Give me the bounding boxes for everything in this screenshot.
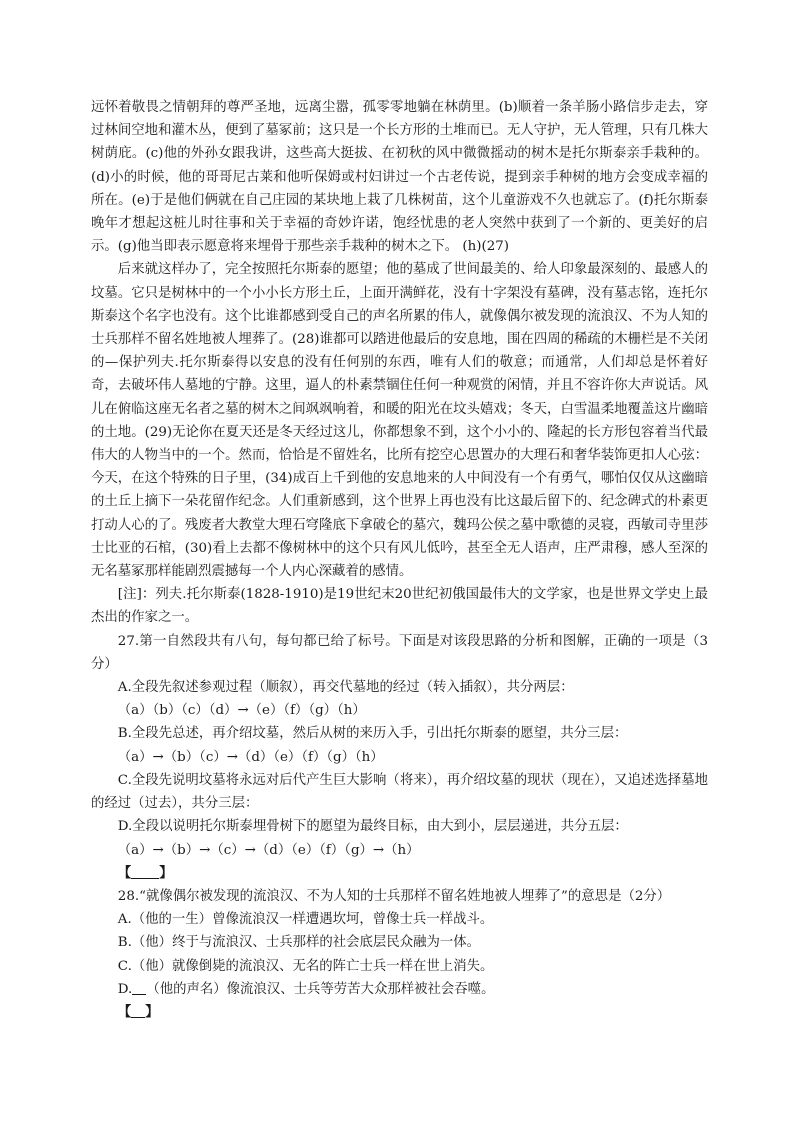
question-28-answer-bracket[interactable] (91, 1001, 708, 1024)
passage-paragraph-1: 远怀着敬畏之情朝拜的尊严圣地，远离尘嚣，孤零零地躺在林荫里。(b)顺着一条羊肠小路信步走去，穿过林间空地和灌木丛，便到了墓冢前；这只是一个长方形的土堆而已。无人守护，无人管理，只有几株大树荫庇。(c)他的外孙女跟我讲，这些高大挺拔、在初秋的风中微微摇动的树木是托尔斯泰亲手栽种的。(d)小的时候，他的哥哥尼古莱和他听保姆或村妇讲过一个古老传说，提到亲手种树的地方会变成幸福的所在。(e)于是他们俩就在自己庄园的某块地上栽了几株树苗，这个儿童游戏不久也就忘了。(f)托尔斯泰晚年才想起这桩儿时往事和关于幸福的奇妙许诺，饱经忧患的老人突然中获到了一个新的、更美好的启示。(g)他当即表示愿意将来埋骨于那些亲手栽种的树木之下。 (h)(27) (91, 100, 708, 255)
question-28-option-c: C.（他）就像倒毙的流浪汉、无名的阵亡士兵一样在世上消失。 (117, 958, 494, 974)
question-27-option-d-sequence: （a）→（b）→（c）→（d）（e）（f）（g）→（h） (117, 842, 420, 858)
footnote: [注]：列夫.托尔斯泰(1828-1910)是19世纪末20世纪初俄国最伟大的文学家，也是世界文学史上最杰出的作家之一。 (91, 587, 708, 626)
exam-page (91, 96, 708, 1024)
answer-open-bracket: 【 (117, 1003, 132, 1020)
answer-blank[interactable] (131, 1003, 145, 1018)
question-27-answer-bracket[interactable] (91, 862, 708, 885)
question-27-option-d: D.全段以说明托尔斯泰埋骨树下的愿望为最终目标，由大到小，层层递进，共分五层： (117, 819, 628, 835)
option-d-prefix: D. (117, 981, 133, 997)
question-28-option-a: A.（他的一生）曾像流浪汉一样遭遇坎坷，曾像士兵一样战斗。 (117, 912, 494, 928)
question-27 (91, 630, 708, 885)
question-27-option-b-sequence: （a）→（b）（c）→（d）（e）（f）（g）（h） (117, 749, 384, 765)
question-27-option-b: B.全段先总述，再介绍坟墓，然后从树的来历入手，引出托尔斯泰的愿望，共分三层： (117, 726, 628, 742)
question-28 (91, 885, 708, 1024)
option-d-text: （他的声名）像流浪汉、士兵等劳苦大众那样被社会吞噬。 (146, 981, 495, 997)
question-27-option-c: C.全段先说明坟墓将永远对后代产生巨大影响（将来），再介绍坟墓的现状（现在），又追述选择墓地的经过（过去），共分三层： (91, 772, 708, 812)
option-d-blank (132, 980, 146, 995)
question-28-option-d (91, 978, 708, 1001)
question-28-option-b: B.（他）终于与流浪汉、士兵那样的社会底层民众融为一体。 (117, 935, 481, 951)
question-27-option-a: A.全段先叙述参观过程（顺叙），再交代墓地的经过（转入插叙），共分两层： (117, 680, 574, 696)
answer-open-bracket: 【 (117, 864, 132, 881)
question-28-stem: 28.“就像偶尔被发现的流浪汉、不为人知的士兵那样不留名姓地被人埋葬了”的意思是（2分） (117, 888, 671, 904)
answer-close-bracket: 】 (145, 1003, 159, 1020)
answer-close-bracket: 】 (159, 864, 173, 881)
answer-blank[interactable] (131, 864, 159, 879)
question-27-stem: 27.第一自然段共有八句，每句都已给了标号。下面是对该段思路的分析和图解，正确的一项是（3分） (91, 633, 708, 672)
passage-paragraph-2: 后来就这样办了，完全按照托尔斯泰的愿望；他的墓成了世间最美的、给人印象最深刻的、最感人的坟墓。它只是树林中的一个小小长方形土丘，上面开满鲜花，没有十字架没有墓碑，没有墓志铭，连托尔斯泰这个名字也没有。这个比谁都感到受自己的声名所累的伟人，就像偶尔被发现的流浪汉、不为人知的士兵那样不留名姓地被人埋葬了。(28)谁都可以踏进他最后的安息地，围在四周的稀疏的木栅栏是不关闭的—保护列夫.托尔斯泰得以安息的没有任何别的东西，唯有人们的敬意；而通常，人们却总是怀着好奇，去破坏伟人墓地的宁静。这里，逼人的朴素禁锢住任何一种观赏的闲情，并且不容许你大声说话。风儿在俯临这座无名者之墓的树木之间飒飒响着，和暖的阳光在坟头嬉戏；冬天，白雪温柔地覆盖这片幽暗的土地。(29)无论你在夏天还是冬天经过这儿，你都想象不到，这个小小的、隆起的长方形包容着当代最伟大的人物当中的一个。然而，恰恰是不留姓名，比所有挖空心思置办的大理石和奢华装饰更扣人心弦：今天，在这个特殊的日子里，(34)成百上千到他的安息地来的人中间没有一个有勇气，哪怕仅仅从这幽暗的土丘上摘下一朵花留作纪念。人们重新感到，这个世界上再也没有比这最后留下的、纪念碑式的朴素更打动人心的了。残废者大教堂大理石穹隆底下拿破仑的墓穴，魏玛公侯之墓中歌德的灵寝，西敏司寺里莎士比亚的石棺，(30)看上去都不像树林中的这个只有风儿低吟，甚至全无人语声，庄严肃穆，感人至深的无名墓冢那样能剧烈震撼每一个人内心深藏着的感情。 (91, 262, 708, 580)
question-27-option-a-sequence: （a）（b）（c）（d）→（e）（f）（g）（h） (117, 703, 366, 719)
